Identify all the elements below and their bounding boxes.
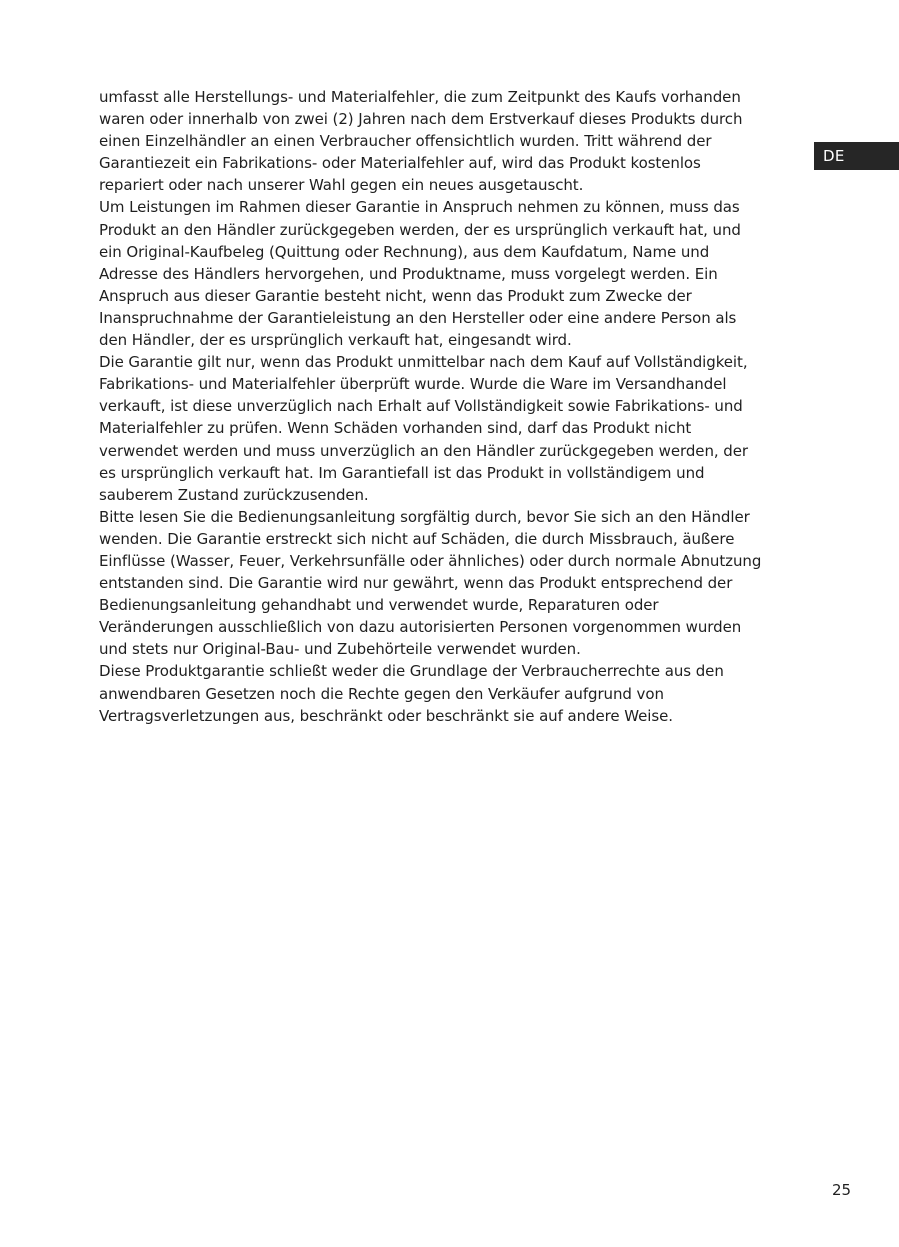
text-line: und stets nur Original-Bau- und Zubehörteile verwendet wurden. bbox=[99, 640, 581, 659]
text-line: wenden. Die Garantie erstreckt sich nicht auf Schäden, die durch Missbrauch, äußere bbox=[99, 529, 735, 548]
paragraph-claim-procedure bbox=[99, 196, 819, 351]
text-line: einen Einzelhändler an einen Verbraucher offensichtlich wurden. Tritt während der bbox=[99, 132, 712, 151]
text-line: ein Original-Kaufbeleg (Quittung oder Rechnung), aus dem Kaufdatum, Name und bbox=[99, 242, 710, 261]
paragraph-exclusions bbox=[99, 506, 819, 661]
text-line: Garantiezeit ein Fabrikations- oder Materialfehler auf, wird das Produkt kostenlos bbox=[99, 154, 701, 173]
text-line: verwendet werden und muss unverzüglich an den Händler zurückgegeben werden, der bbox=[99, 441, 748, 460]
text-line: umfasst alle Herstellungs- und Materialfehler, die zum Zeitpunkt des Kaufs vorhanden bbox=[99, 88, 741, 106]
text-line: Um Leistungen im Rahmen dieser Garantie in Anspruch nehmen zu können, muss das bbox=[99, 198, 740, 217]
text-line: anwendbaren Gesetzen noch die Rechte gegen den Verkäufer aufgrund von bbox=[99, 684, 664, 703]
paragraph-warranty-scope bbox=[99, 86, 819, 196]
text-line: Produkt an den Händler zurückgegeben werden, der es ursprünglich verkauft hat, und bbox=[99, 220, 741, 239]
text-line: den Händler, der es ursprünglich verkauft hat, eingesandt wird. bbox=[99, 331, 572, 350]
text-line: Diese Produktgarantie schließt weder die Grundlage der Verbraucherrechte aus den bbox=[99, 662, 724, 681]
text-line: waren oder innerhalb von zwei (2) Jahren nach dem Erstverkauf dieses Produkts durch bbox=[99, 110, 743, 129]
text-line: sauberem Zustand zurückzusenden. bbox=[99, 485, 369, 504]
text-line: Materialfehler zu prüfen. Wenn Schäden vorhanden sind, darf das Produkt nicht bbox=[99, 419, 692, 438]
text-line: Die Garantie gilt nur, wenn das Produkt unmittelbar nach dem Kauf auf Vollständigkeit, bbox=[99, 353, 748, 372]
paragraph-inspection bbox=[99, 351, 819, 506]
text-line: Einflüsse (Wasser, Feuer, Verkehrsunfälle oder ähnliches) oder durch normale Abnutzung bbox=[99, 551, 762, 570]
text-line: repariert oder nach unserer Wahl gegen ein neues ausgetauscht. bbox=[99, 176, 584, 195]
page-number: 25 bbox=[832, 1181, 852, 1199]
text-line: Bitte lesen Sie die Bedienungsanleitung sorgfältig durch, bevor Sie sich an den Händler bbox=[99, 507, 750, 526]
text-line: Inanspruchnahme der Garantieleistung an den Hersteller oder eine andere Person als bbox=[99, 308, 737, 327]
text-line: Bedienungsanleitung gehandhabt und verwendet wurde, Reparaturen oder bbox=[99, 596, 659, 615]
text-line: entstanden sind. Die Garantie wird nur gewährt, wenn das Produkt entsprechend der bbox=[99, 574, 733, 593]
text-line: Veränderungen ausschließlich von dazu autorisierten Personen vorgenommen wurden bbox=[99, 618, 742, 637]
paragraph-consumer-rights bbox=[99, 660, 819, 726]
text-line: Adresse des Händlers hervorgehen, und Produktname, muss vorgelegt werden. Ein bbox=[99, 264, 718, 283]
text-line: es ursprünglich verkauft hat. Im Garantiefall ist das Produkt in vollständigem und bbox=[99, 463, 705, 482]
text-line: Vertragsverletzungen aus, beschränkt oder beschränkt sie auf andere Weise. bbox=[99, 706, 673, 725]
warranty-text bbox=[99, 86, 819, 727]
language-tab: DE bbox=[814, 142, 899, 170]
text-line: Fabrikations- und Materialfehler überprüft wurde. Wurde die Ware im Versandhandel bbox=[99, 375, 727, 394]
text-line: Anspruch aus dieser Garantie besteht nicht, wenn das Produkt zum Zwecke der bbox=[99, 286, 692, 305]
text-line: verkauft, ist diese unverzüglich nach Erhalt auf Vollständigkeit sowie Fabrikations- und bbox=[99, 397, 743, 416]
